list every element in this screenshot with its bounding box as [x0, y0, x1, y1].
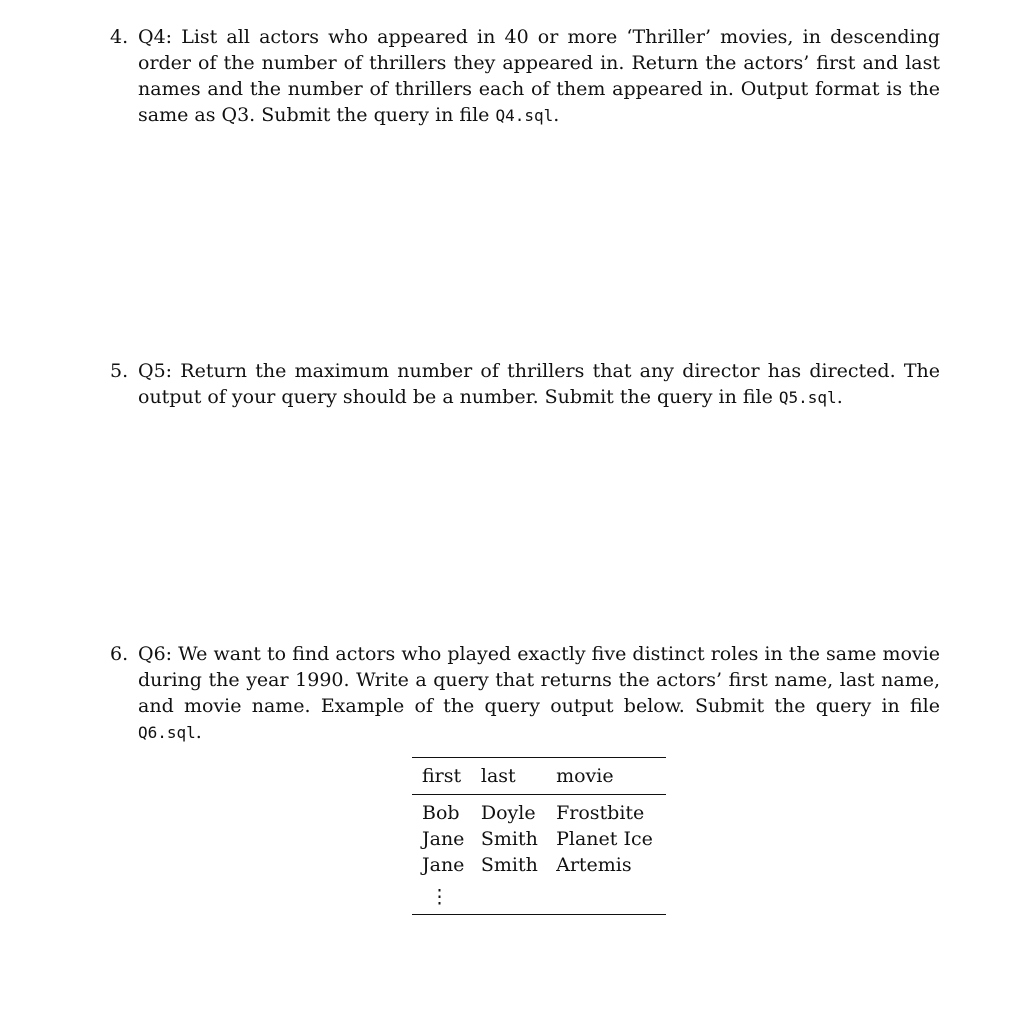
table-row — [412, 826, 666, 852]
question-end: . — [553, 104, 560, 126]
cell-movie: Artemis — [556, 854, 632, 876]
cell-last: Doyle — [480, 802, 536, 824]
cell-last: Smith — [480, 828, 538, 850]
question-text — [138, 641, 940, 746]
cell-movie: Frostbite — [556, 802, 645, 824]
question-number: 4. — [110, 26, 129, 48]
question-prompt: Q6: We want to find actors who played exactly five distinct roles in the same movie during the year 1990. Write a query that returns the actors’ first name, last name, and movie name. Example of the query output below. Submit the query in file — [138, 643, 940, 717]
table-header-row — [412, 758, 666, 795]
question-number: 6. — [110, 643, 129, 665]
table-row — [412, 852, 666, 878]
example-output-table — [412, 757, 666, 915]
question-text — [138, 24, 940, 129]
table-row — [412, 795, 666, 827]
column-header-last: last — [480, 765, 516, 787]
sql-filename: Q4.sql — [495, 106, 554, 125]
column-header-first: first — [422, 765, 462, 787]
sql-filename: Q6.sql — [138, 723, 196, 742]
question-5 — [110, 358, 940, 411]
question-prompt: Q4: List all actors who appeared in 40 or more ‘Thriller’ movies, in descending order of the number of thrillers they appeared in. Return the actors’ first and last names and the number of thrillers each of them appeared in. Output format is the same as Q3. Submit the query in file — [138, 26, 940, 126]
question-end: . — [195, 721, 202, 743]
cell-first: Bob — [422, 802, 460, 824]
cell-movie: Planet Ice — [556, 828, 653, 850]
question-4 — [110, 24, 940, 129]
question-end: . — [836, 386, 843, 408]
cell-first: Jane — [422, 854, 465, 876]
question-6 — [110, 641, 940, 746]
question-number: 5. — [110, 360, 129, 382]
question-text — [138, 358, 940, 411]
sql-filename: Q5.sql — [778, 388, 837, 407]
column-header-movie: movie — [556, 765, 614, 787]
cell-last: Smith — [480, 854, 538, 876]
vertical-ellipsis: ⋮ — [430, 886, 449, 908]
cell-first: Jane — [422, 828, 465, 850]
table-row-continuation — [412, 878, 666, 915]
question-prompt: Q5: Return the maximum number of thrillers that any director has directed. The output of your query should be a number. Submit the query in file — [138, 360, 940, 408]
